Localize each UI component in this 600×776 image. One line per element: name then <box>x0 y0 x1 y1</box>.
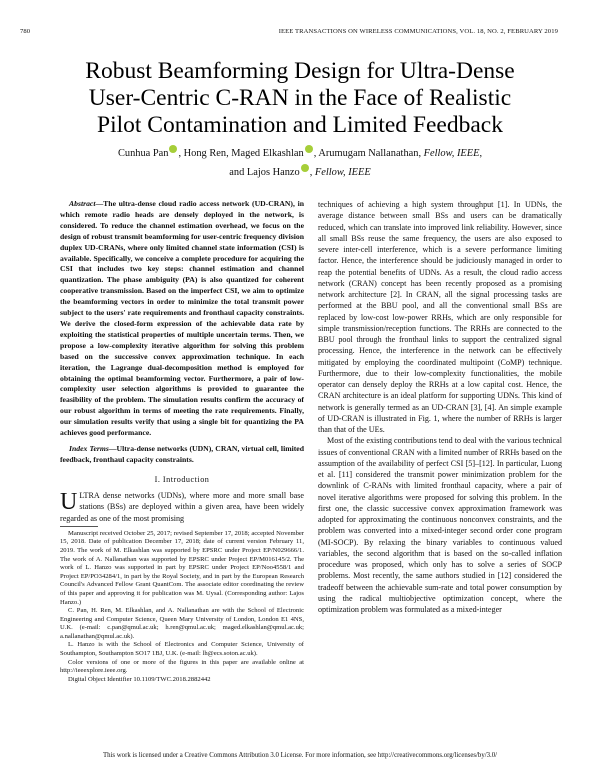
author-separator: , <box>479 148 483 159</box>
intro-paragraph <box>60 490 304 524</box>
license-footer: This work is licensed under a Creative Commons Attribution 3.0 License. For more information, see http://creativecommons.org/licenses/by/3.0/ <box>102 752 498 759</box>
index-terms-label: Index Terms <box>69 443 109 453</box>
right-column <box>318 199 562 615</box>
footnote-affiliation-2: L. Hanzo is with the School of Electronics and Computer Science, University of Southampton, Southampton SO17 1BJ, U.K. (e-mail: lh@ecs.soton.ac.uk). <box>60 641 304 658</box>
footnote-color: Color versions of one or more of the figures in this paper are available online at http://ieeexplore.ieee.org. <box>60 658 304 675</box>
title-line-1: Robust Beamforming Design for Ultra-Dense <box>85 58 515 84</box>
author-line-2: and Lajos HanzoiD , Fellow, IEEE <box>40 163 560 182</box>
journal-name: IEEE TRANSACTIONS ON WIRELESS COMMUNICATIONS, VOL. 18, NO. 2, FEBRUARY 2019 <box>278 28 558 35</box>
abstract <box>60 199 304 439</box>
orcid-icon[interactable] <box>301 164 309 172</box>
left-column <box>60 199 304 684</box>
title-line-2: User-Centric C-RAN in the Face of Realistic <box>88 85 512 111</box>
paper-title <box>40 58 560 139</box>
drop-cap: U <box>60 489 78 515</box>
author-list <box>40 144 560 182</box>
index-terms-text: —Ultra-dense networks (UDN), CRAN, virtual cell, limited feedback, fronthaul capacity constraints. <box>60 443 304 464</box>
footnote-affiliation-1: C. Pan, H. Ren, M. Elkashlan, and A. Nallanathan are with the School of Electronic Engineering and Computer Science, Queen Mary University of London, London E1 4NS, U.K. (e-mail: c.pan@qmul.ac.uk; h.ren@qmul.ac.uk; maged.elkashlan@qmul.ac.uk; a.nallanathan@qmul.ac.uk). <box>60 607 304 640</box>
footnote-manuscript: Manuscript received October 25, 2017; revised September 17, 2018; accepted November 15, 2018. Date of publication December 17, 2018; date of current version February 11, 2019. The work of M. Elkashlan was supported by EPSRC under Project EP/N029666/1. The work of A. Nallanathan was supported by EPSRC under Project EP/M016145/2. The work of L. Hanzo was supported in part by EPSRC under Project EP/Noo4558/1 and Project EP/PO34284/1, in part by the Royal Society, and in part by the European Research Council's Advanced Fellow Grant QuantCom. The associate editor coordinating the review of this paper and approving it for publication was M. Uysal. (Corresponding author: Lajos Hanzo.) <box>60 529 304 606</box>
title-line-3: Pilot Contamination and Limited Feedback <box>97 112 503 138</box>
author-hanzo: and Lajos Hanzo <box>229 167 300 178</box>
index-terms <box>60 444 304 466</box>
author-title: Fellow, IEEE <box>314 167 371 178</box>
orcid-icon[interactable] <box>305 145 313 153</box>
author-ren-elkashlan: , Hong Ren, Maged Elkashlan <box>178 148 304 159</box>
author-title: Fellow, IEEE <box>423 148 480 159</box>
footnote-rule <box>60 526 98 527</box>
body-paragraph-1: techniques of achieving a high system throughput [1]. In UDNs, the average distance between small BSs and users can be dramatically reduced, which can translate into improved link reliability. However, since all small BSs reuse the same frequency, the users are also exposed to severe inter-cell interference, which is a severe performance limiting factor. Hence, the interference should be judiciously managed in order to reap the potential benefits of UDNs. As a result, the cloud radio access network (CRAN) concept has been recently proposed as a promising network architecture [2]. In CRAN, all the signal processing tasks are performed at the BBU pool, and all the conventional small BSs are replaced by low-cost low-power RRHs, which are only responsible for simple transmission/reception functions. The RRHs are connected to the BBU pool through the fronthaul links to support the centralized signal processing. Hence, the interference in the network can be effectively mitigated by employing the coordinated multipoint (CoMP) technique. Furthermore, due to their low-complexity functionalities, the mobile operator can densely deploy the RRHs at a low capital cost. Hence, the CRAN architecture is an ideal platform for supporting UDNs. This kind of network is generally termed as an UD-CRAN [3], [4]. An simple example of UD-CRAN is illustrated in Fig. 1, where the number of RRHs is larger than that of the UEs. <box>318 200 562 434</box>
section-heading: I. Introduction <box>154 474 210 484</box>
author-nallanathan: , Arumugam Nallanathan, <box>313 148 424 159</box>
abstract-text: —The ultra-dense cloud radio access network (UD-CRAN), in which remote radio heads are densely deployed in the network, is considered. To reduce the channel estimation overhead, we focus on the design of robust transmit beamforming for user-centric frequency division duplex UD-CRANs, where only limited channel state information (CSI) is available. Specifically, we conceive a complete procedure for acquiring the CSI that includes two key steps: channel estimation and channel quantization. The phase ambiguity (PA) is also quantized for coherent cooperative transmission. Based on the imperfect CSI, we aim to optimize the beamforming vectors in order to minimize the total transmit power subject to the users' rate requirements and fronthaul capacity constraints. We derive the closed-form expression of the achievable data rate by exploiting the statistical properties of multiple uncertain terms. Then, we propose a low-complexity iterative algorithm for solving this problem based on the successive convex approximation technique. In each iteration, the Lagrange dual-decomposition method is employed for obtaining the optimal beamforming vector. Furthermore, a pair of low-complexity user selection algorithms is provided to guarantee the feasibility of the problem. The simulation results confirm the accuracy of our robust algorithm in terms of meeting the rate requirements. Finally, our simulation results verify that using a single bit for quantizing the PA achieves good performance. <box>60 199 304 438</box>
running-header <box>20 28 558 35</box>
orcid-icon[interactable] <box>169 145 177 153</box>
author-line-1 <box>40 144 560 163</box>
abstract-label: Abstract <box>69 199 96 208</box>
page-number: 780 <box>20 28 31 35</box>
intro-text: LTRA dense networks (UDNs), where more and more small base stations (BSs) are deployed within a given area, have been widely regarded as one of the most promising <box>60 491 304 523</box>
author-pan: Cunhua Pan <box>117 148 169 159</box>
footnote-doi: Digital Object Identifier 10.1109/TWC.2018.2882442 <box>68 675 211 683</box>
body-paragraph-2: Most of the existing contributions tend to deal with the various technical issues of conventional CRAN with a limited number of RRHs based on the assumption of the availability of perfect CSI [5]–[12]. In particular, Luong et al. [11] considered the transmit power minimization problem for the downlink of C-RANs with limited fronthaul capacity, where a pair of novel iterative algorithms were proposed for solving this problem. In the first one, the classic successive convex approximation framework was adopted for approximating the continuous nonconvex constraints, and the problem was converted into a mixed-integer second order cone program (MI-SOCP). By relaxing the binary variables to continuous valued variables, the second algorithm that is based on the so-called inflation procedure was proposed, which only has to solve a series of SOCP problems. Most recently, the same authors studied in [12] considered the tradeoff between the achievable sum-rate and total power consumption by using the radical multiobjective optimization concept, where the optimization problem was formulated as a mixed-integer <box>318 436 562 614</box>
